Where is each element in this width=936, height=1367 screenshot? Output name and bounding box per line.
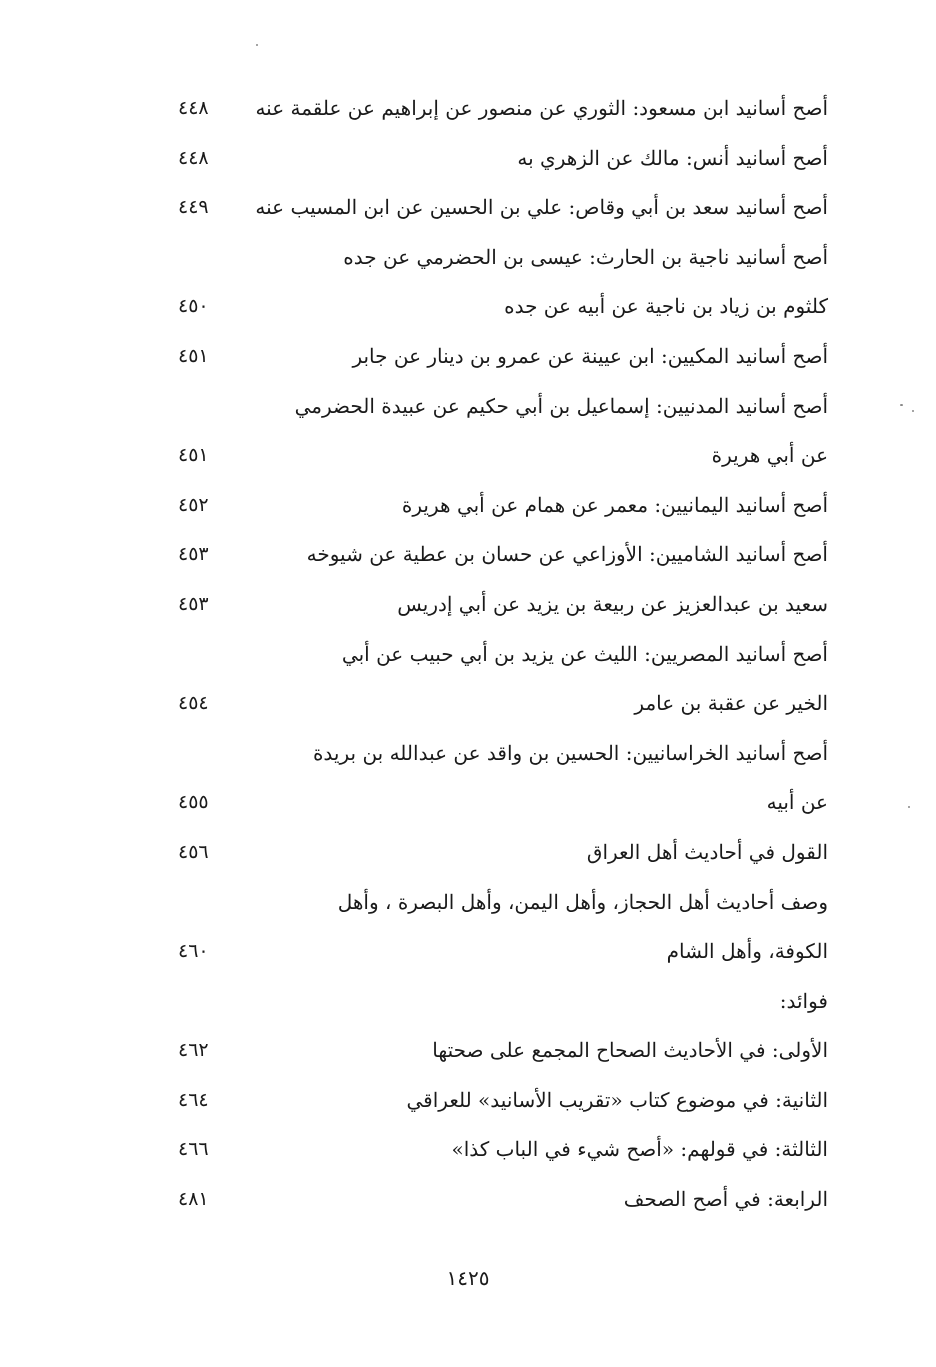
toc-page-number: ٤٥١ xyxy=(178,444,209,467)
table-of-contents xyxy=(160,84,828,1225)
toc-row xyxy=(160,233,828,283)
toc-page-number: ٤٦٢ xyxy=(178,1039,209,1062)
toc-entry-text: الخير عن عقبة بن عامر xyxy=(634,691,828,716)
toc-entry-text: الكوفة، وأهل الشام xyxy=(666,939,828,964)
toc-row xyxy=(160,183,828,233)
toc-entry-text: أصح أسانيد الخراسانيين: الحسين بن واقد عن عبدالله بن بريدة xyxy=(312,740,828,765)
toc-row xyxy=(160,481,828,531)
scan-speck xyxy=(900,404,903,406)
toc-row xyxy=(160,1125,828,1175)
toc-row xyxy=(160,927,828,977)
toc-row xyxy=(160,332,828,382)
toc-entry-text: أصح أسانيد ناجية بن الحارث: عيسى بن الحضرمي عن جده xyxy=(343,244,828,269)
toc-row xyxy=(160,530,828,580)
toc-row xyxy=(160,134,828,184)
toc-page-number: ٤٥٣ xyxy=(178,543,209,566)
toc-entry-text: الثالثة: في قولهم: «أصح شيء في الباب كذا» xyxy=(451,1137,828,1162)
toc-row xyxy=(160,431,828,481)
toc-entry-text: أصح أسانيد المدنيين: إسماعيل بن أبي حكيم عن عبيدة الحضرمي xyxy=(294,393,828,418)
toc-entry-text: الثانية: في موضوع كتاب «تقريب الأسانيد» للعراقي xyxy=(406,1087,828,1112)
toc-entry-text: أصح أسانيد الشاميين: الأوزاعي عن حسان بن عطية عن شيوخه xyxy=(306,542,828,567)
scan-speck xyxy=(256,44,258,46)
toc-page-number: ٤٦٦ xyxy=(178,1138,209,1161)
toc-row xyxy=(160,828,828,878)
toc-row xyxy=(160,382,828,432)
toc-page-number: ٤٥١ xyxy=(178,344,209,367)
toc-row xyxy=(160,630,828,680)
toc-row xyxy=(160,977,828,1027)
toc-entry-text: عن أبيه xyxy=(766,790,828,815)
toc-page-number: ٤٨١ xyxy=(178,1188,209,1211)
toc-entry-text: أصح أسانيد اليمانيين: معمر عن همام عن أبي هريرة xyxy=(401,492,828,517)
toc-entry-text: أصح أسانيد المكيين: ابن عيينة عن عمرو بن دينار عن جابر xyxy=(352,343,828,368)
toc-row xyxy=(160,1175,828,1225)
toc-page-number: ٤٦٤ xyxy=(178,1088,209,1111)
toc-entry-text: أصح أسانيد سعد بن أبي وقاص: علي بن الحسين عن ابن المسيب عنه xyxy=(255,195,828,220)
toc-row xyxy=(160,1026,828,1076)
toc-entry-text: الرابعة: في أصح الصحف xyxy=(623,1187,828,1212)
toc-entry-text: أصح أسانيد المصريين: الليث عن يزيد بن أبي حبيب عن أبي xyxy=(341,641,828,666)
toc-entry-text: سعيد بن عبدالعزيز عن ربيعة بن يزيد عن أبي إدريس xyxy=(397,591,828,616)
toc-page-number: ٤٥٥ xyxy=(178,791,209,814)
toc-page-number: ٤٤٨ xyxy=(178,97,209,119)
toc-page-number: ٤٦٠ xyxy=(178,940,209,963)
toc-row xyxy=(160,778,828,828)
toc-page-number: ٤٥٢ xyxy=(178,493,209,516)
toc-page-number: ٤٤٨ xyxy=(178,146,209,169)
toc-page-number: ٤٥٤ xyxy=(178,692,209,715)
toc-page-number: ٤٥٦ xyxy=(178,840,209,863)
toc-entry-text: القول في أحاديث أهل العراق xyxy=(586,839,828,864)
scan-speck xyxy=(908,806,910,808)
toc-row xyxy=(160,878,828,928)
toc-entry-text: فوائد: xyxy=(779,988,828,1013)
toc-entry-text: كلثوم بن زياد بن ناجية عن أبيه عن جده xyxy=(504,294,828,319)
toc-entry-text: عن أبي هريرة xyxy=(711,443,828,468)
page-number: ١٤٢٥ xyxy=(446,1266,490,1290)
toc-row xyxy=(160,1076,828,1126)
toc-entry-text: أصح أسانيد ابن مسعود: الثوري عن منصور عن إبراهيم عن علقمة عنه xyxy=(255,96,828,120)
toc-row xyxy=(160,84,828,134)
toc-entry-text: الأولى: في الأحاديث الصحاح المجمع على صحتها xyxy=(432,1038,828,1063)
toc-entry-text: وصف أحاديث أهل الحجاز، وأهل اليمن، وأهل البصرة ، وأهل xyxy=(337,889,828,914)
scan-speck xyxy=(912,410,914,412)
toc-page-number: ٤٥٣ xyxy=(178,592,209,615)
toc-page-number: ٤٥٠ xyxy=(178,295,209,318)
toc-row xyxy=(160,282,828,332)
toc-row xyxy=(160,679,828,729)
toc-row xyxy=(160,729,828,779)
toc-page-number: ٤٤٩ xyxy=(178,196,209,219)
toc-entry-text: أصح أسانيد أنس: مالك عن الزهري به xyxy=(517,145,828,170)
toc-row xyxy=(160,580,828,630)
